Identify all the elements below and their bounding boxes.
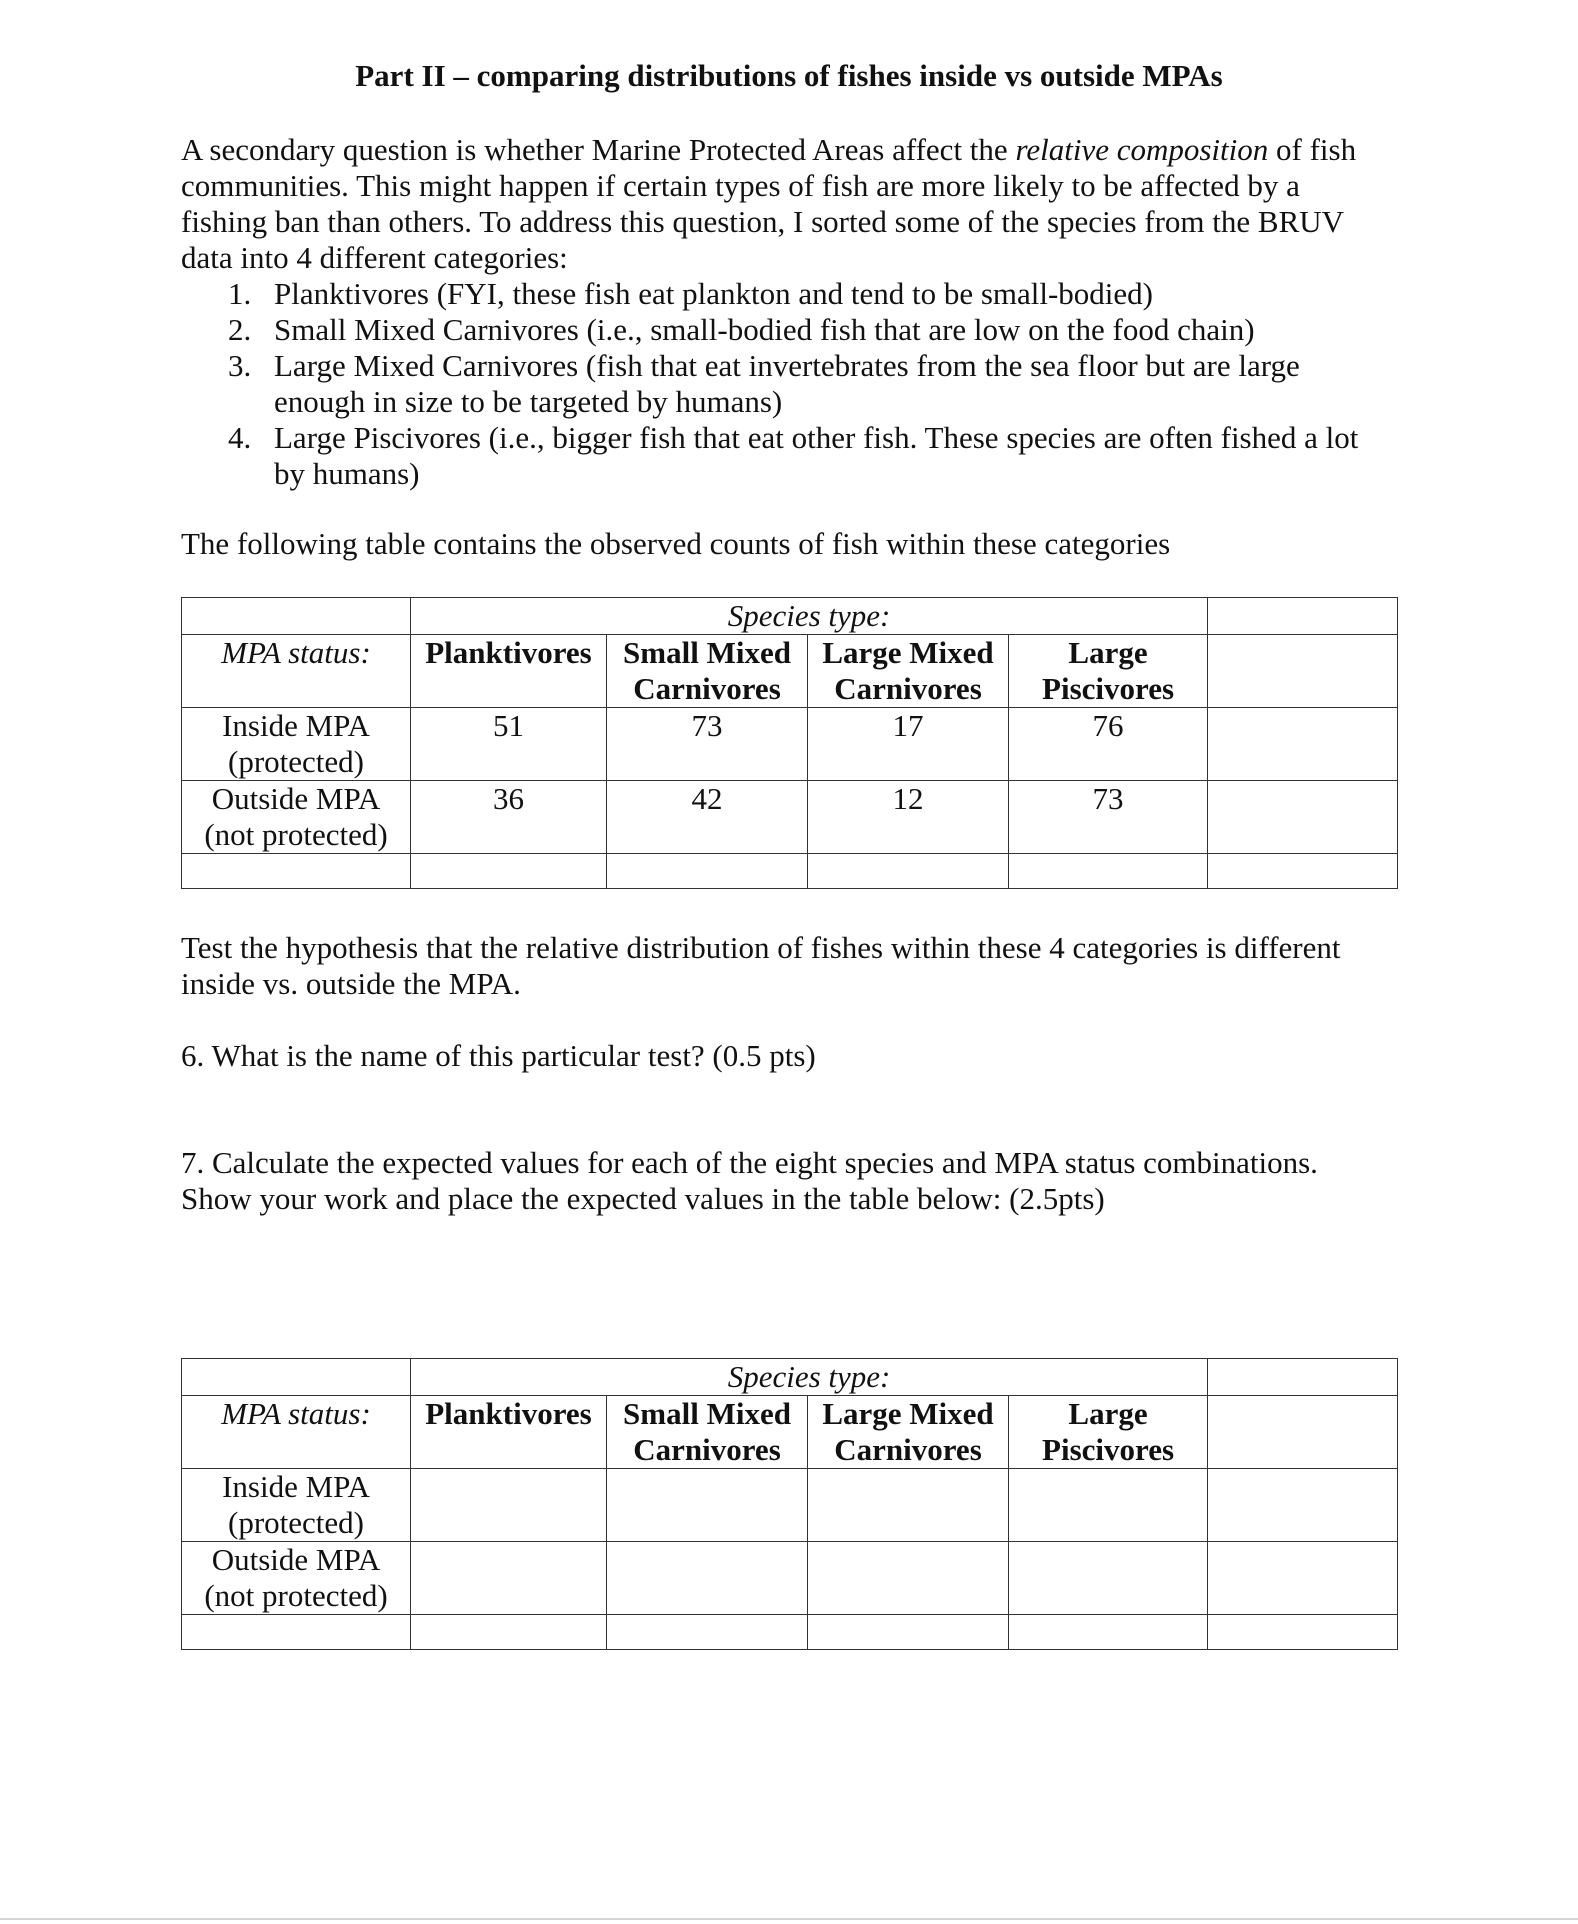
- table-cell: [1208, 1615, 1398, 1650]
- table-cell: [1208, 854, 1398, 889]
- row-label-line1: Inside MPA: [222, 1469, 370, 1504]
- table-header-row: [182, 598, 1398, 635]
- table-cell: 73: [607, 708, 808, 781]
- intro-emphasis: relative composition: [1015, 132, 1269, 167]
- table-cell: [808, 1615, 1009, 1650]
- table-cell: 42: [607, 781, 808, 854]
- list-item-number: 2.: [228, 312, 252, 347]
- column-header: Small Mixed Carnivores: [607, 635, 808, 708]
- expected-value-cell[interactable]: [411, 1469, 607, 1542]
- table-cell: [1208, 1542, 1398, 1615]
- expected-value-cell[interactable]: [808, 1469, 1009, 1542]
- question-7: 7. Calculate the expected values for each of the eight species and MPA status combinations. Show your work and place the expected values in the table below: (2.5pts): [181, 1145, 1318, 1216]
- table-row: [182, 1615, 1398, 1650]
- expected-value-cell[interactable]: [1009, 1469, 1208, 1542]
- column-header: Large Mixed Carnivores: [808, 635, 1009, 708]
- mpa-status-header: MPA status:: [182, 1396, 411, 1469]
- table-cell: [1208, 708, 1398, 781]
- row-label-line1: Inside MPA: [222, 708, 370, 743]
- list-item-text: Planktivores (FYI, these fish eat plankton and tend to be small-bodied): [274, 276, 1154, 311]
- row-label: [182, 1469, 411, 1542]
- table-cell: 12: [808, 781, 1009, 854]
- table-cell: [182, 598, 411, 635]
- expected-value-cell[interactable]: [411, 1542, 607, 1615]
- table-row: [182, 708, 1398, 781]
- table-intro: The following table contains the observed counts of fish within these categories: [181, 526, 1171, 561]
- list-item: [228, 276, 1378, 312]
- species-type-header: Species type:: [411, 1359, 1208, 1396]
- mpa-status-header: MPA status:: [182, 635, 411, 708]
- table-cell: [1208, 635, 1398, 708]
- table-cell: [1208, 1396, 1398, 1469]
- page-bottom-divider: [0, 1918, 1578, 1920]
- table-cell: [1009, 1615, 1208, 1650]
- intro-text-after: of fish communities. This might happen if certain types of fish are more likely to be affected by a fishing ban than others. To address this question, I sorted some of the species from the BRUV data into 4 different categories:: [181, 132, 1357, 275]
- row-label-line2: (not protected): [204, 817, 388, 852]
- table-cell: [411, 854, 607, 889]
- category-list: [228, 276, 1378, 492]
- page-title: Part II – comparing distributions of fishes inside vs outside MPAs: [355, 58, 1223, 93]
- row-label: [182, 708, 411, 781]
- observed-counts-table: [181, 597, 1398, 889]
- column-header: Large Piscivores: [1009, 1396, 1208, 1469]
- row-label-line2: (protected): [228, 1505, 364, 1540]
- table-row: [182, 854, 1398, 889]
- row-label-line1: Outside MPA: [211, 781, 381, 816]
- table-column-row: [182, 635, 1398, 708]
- column-header: Planktivores: [411, 1396, 607, 1469]
- table-cell: [182, 854, 411, 889]
- table-row: [182, 781, 1398, 854]
- table-cell: 17: [808, 708, 1009, 781]
- species-type-header: Species type:: [411, 598, 1208, 635]
- table-cell: [182, 1615, 411, 1650]
- table-cell: [1208, 781, 1398, 854]
- intro-paragraph: [181, 132, 1391, 276]
- intro-text-before: A secondary question is whether Marine Protected Areas affect the: [181, 132, 1016, 167]
- table-cell: 73: [1009, 781, 1208, 854]
- row-label-line2: (not protected): [204, 1578, 388, 1613]
- expected-value-cell[interactable]: [1009, 1542, 1208, 1615]
- row-label: [182, 1542, 411, 1615]
- table-cell: 51: [411, 708, 607, 781]
- table-cell: [607, 1615, 808, 1650]
- row-label-line2: (protected): [228, 744, 364, 779]
- table-row: [182, 1542, 1398, 1615]
- list-item: [228, 348, 1378, 420]
- table-cell: [182, 1359, 411, 1396]
- list-item-text: Small Mixed Carnivores (i.e., small-bodied fish that are low on the food chain): [274, 312, 1255, 347]
- table-cell: [1208, 1469, 1398, 1542]
- table-cell: [411, 1615, 607, 1650]
- list-item-number: 3.: [228, 348, 252, 383]
- expected-value-cell[interactable]: [607, 1469, 808, 1542]
- question-6: 6. What is the name of this particular test? (0.5 pts): [181, 1038, 816, 1073]
- table-cell: 36: [411, 781, 607, 854]
- table-row: [182, 1469, 1398, 1542]
- table-column-row: [182, 1396, 1398, 1469]
- expected-value-cell[interactable]: [808, 1542, 1009, 1615]
- row-label-line1: Outside MPA: [211, 1542, 381, 1577]
- list-item-number: 1.: [228, 276, 252, 311]
- expected-values-table: [181, 1358, 1398, 1650]
- column-header: Large Piscivores: [1009, 635, 1208, 708]
- row-label: [182, 781, 411, 854]
- column-header: Planktivores: [411, 635, 607, 708]
- table-cell: [1009, 854, 1208, 889]
- list-item-number: 4.: [228, 420, 252, 455]
- list-item-text: Large Mixed Carnivores (fish that eat invertebrates from the sea floor but are large enough in size to be targeted by humans): [274, 348, 1300, 419]
- table-cell: [808, 854, 1009, 889]
- list-item: [228, 312, 1378, 348]
- table-cell: [1208, 1359, 1398, 1396]
- hypothesis-paragraph: Test the hypothesis that the relative distribution of fishes within these 4 categories is different inside vs. outside the MPA.: [181, 930, 1341, 1001]
- table-cell: [1208, 598, 1398, 635]
- table-cell: [607, 854, 808, 889]
- expected-value-cell[interactable]: [607, 1542, 808, 1615]
- table-cell: 76: [1009, 708, 1208, 781]
- list-item: [228, 420, 1378, 492]
- column-header: Small Mixed Carnivores: [607, 1396, 808, 1469]
- list-item-text: Large Piscivores (i.e., bigger fish that eat other fish. These species are often fished a lot by humans): [274, 420, 1359, 491]
- column-header: Large Mixed Carnivores: [808, 1396, 1009, 1469]
- table-header-row: [182, 1359, 1398, 1396]
